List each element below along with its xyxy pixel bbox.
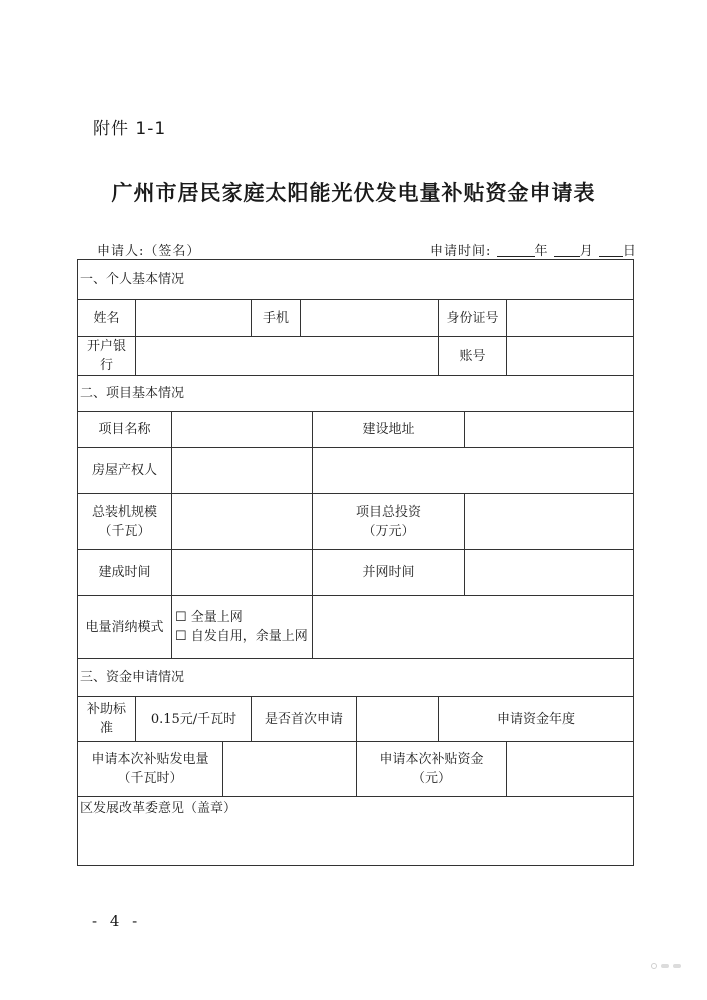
day-blank[interactable] [599, 243, 623, 257]
owner-field[interactable] [172, 448, 313, 494]
fund-year-label: 申请资金年度 [439, 697, 634, 742]
power-label-line1: 申请本次补贴发电量 [91, 752, 209, 767]
id-number-field[interactable] [507, 300, 634, 337]
power-label [78, 742, 223, 797]
build-address-field[interactable] [465, 412, 634, 448]
fund-amount-label [357, 742, 507, 797]
account-field[interactable] [507, 337, 634, 376]
checkbox-icon[interactable]: ☐ [175, 610, 187, 625]
bank-label: 开户银行 [78, 337, 136, 376]
owner-extra-field[interactable] [313, 448, 634, 494]
capacity-field[interactable] [172, 494, 313, 550]
build-address-label: 建设地址 [313, 412, 465, 448]
option-self-use[interactable] [175, 627, 309, 646]
year-label: 年 [534, 244, 549, 259]
investment-field[interactable] [465, 494, 634, 550]
investment-label [313, 494, 465, 550]
consumption-mode-label: 电量消纳模式 [78, 596, 172, 659]
subsidy-rate-value: 0.15元/千瓦时 [136, 697, 252, 742]
build-time-label: 建成时间 [78, 550, 172, 596]
power-label-line2: （千瓦时） [117, 771, 183, 786]
form-title: 广州市居民家庭太阳能光伏发电量补贴资金申请表 [111, 180, 596, 205]
opinion-seal-field[interactable] [78, 797, 634, 866]
phone-field[interactable] [301, 300, 439, 337]
section-personal-info: 一、个人基本情况 [78, 260, 634, 300]
day-label: 日 [622, 244, 637, 259]
account-label: 账号 [439, 337, 507, 376]
name-label: 姓名 [78, 300, 136, 337]
bank-field[interactable] [136, 337, 439, 376]
application-date [430, 240, 637, 259]
option-self-use-label: 自发自用，余量上网 [190, 629, 308, 644]
capacity-label-line2: （千瓦） [98, 523, 151, 539]
grid-time-label: 并网时间 [313, 550, 465, 596]
name-field[interactable] [136, 300, 252, 337]
year-blank[interactable] [497, 243, 535, 257]
first-application-label: 是否首次申请 [252, 697, 357, 742]
consumption-mode-options [172, 596, 313, 659]
first-application-field[interactable] [357, 697, 439, 742]
power-field[interactable] [223, 742, 357, 797]
owner-label: 房屋产权人 [78, 448, 172, 494]
page-number: - 4 - [92, 912, 142, 930]
build-time-field[interactable] [172, 550, 313, 596]
option-full-grid[interactable] [175, 608, 309, 627]
watermark-icon [650, 962, 684, 970]
checkbox-icon[interactable]: ☐ [175, 629, 187, 644]
phone-label: 手机 [252, 300, 301, 337]
investment-label-line2: （万元） [362, 523, 415, 539]
section-fund-application: 三、资金申请情况 [78, 659, 634, 697]
date-label: 申请时间: [430, 244, 492, 259]
application-form-table [77, 259, 634, 866]
fund-amount-field[interactable] [507, 742, 634, 797]
project-name-field[interactable] [172, 412, 313, 448]
id-number-label: 身份证号 [439, 300, 507, 337]
fund-amount-label-line2: （元） [411, 771, 451, 786]
capacity-label [78, 494, 172, 550]
subsidy-standard-label: 补助标准 [78, 697, 136, 742]
applicant-signature-label: 申请人:（签名） [97, 244, 201, 259]
consumption-mode-extra [313, 596, 634, 659]
month-label: 月 [579, 244, 594, 259]
capacity-label-line1: 总装机规模 [91, 504, 157, 520]
month-blank[interactable] [554, 243, 580, 257]
fund-amount-label-line1: 申请本次补贴资金 [379, 752, 484, 767]
investment-label-line1: 项目总投资 [355, 504, 421, 520]
option-full-grid-label: 全量上网 [190, 610, 243, 625]
project-name-label: 项目名称 [78, 412, 172, 448]
grid-time-field[interactable] [465, 550, 634, 596]
opinion-label: 区发展改革委意见（盖章） [80, 801, 237, 816]
section-project-info: 二、项目基本情况 [78, 376, 634, 412]
attachment-label: 附件 1-1 [93, 119, 167, 139]
